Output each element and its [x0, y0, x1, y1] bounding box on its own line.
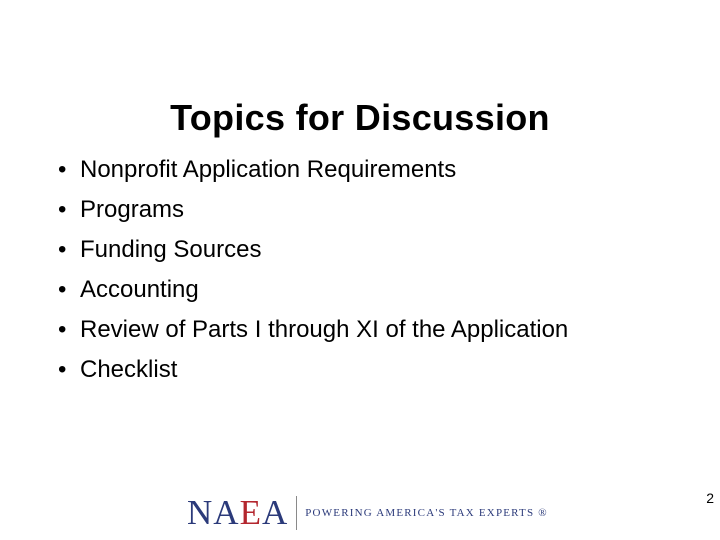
list-item — [58, 150, 568, 190]
logo-letter-a: A — [213, 493, 240, 532]
logo-letter-a-2: A — [261, 493, 289, 532]
list-item — [58, 230, 568, 270]
list-item-text: Funding Sources — [80, 236, 262, 263]
list-item-text: Accounting — [80, 276, 199, 303]
list-item-text: Nonprofit Application Requirements — [80, 156, 457, 183]
naea-wordmark — [187, 493, 288, 533]
logo-letter-e: E — [239, 493, 262, 532]
list-item — [58, 350, 568, 390]
page-number: 2 — [706, 490, 714, 506]
logo-tagline: POWERING AMERICA'S TAX EXPERTS ® — [305, 507, 548, 519]
logo-letter-n: N — [187, 493, 214, 532]
list-item-text: Checklist — [80, 356, 178, 383]
bullet-icon: • — [58, 276, 67, 303]
bullet-icon: • — [58, 156, 67, 183]
naea-logo — [187, 493, 548, 533]
list-item-text: Review of Parts I through XI of the Application — [80, 316, 569, 343]
bullet-icon: • — [58, 236, 67, 263]
list-item-text: Programs — [80, 196, 185, 223]
list-item — [58, 310, 568, 350]
slide-title: Topics for Discussion — [170, 97, 550, 138]
list-item — [58, 190, 568, 230]
bullet-icon: • — [58, 356, 67, 383]
bullet-icon: • — [58, 196, 67, 223]
list-item — [58, 270, 568, 310]
topic-list — [58, 150, 568, 390]
logo-divider — [296, 496, 297, 530]
bullet-icon: • — [58, 316, 67, 343]
